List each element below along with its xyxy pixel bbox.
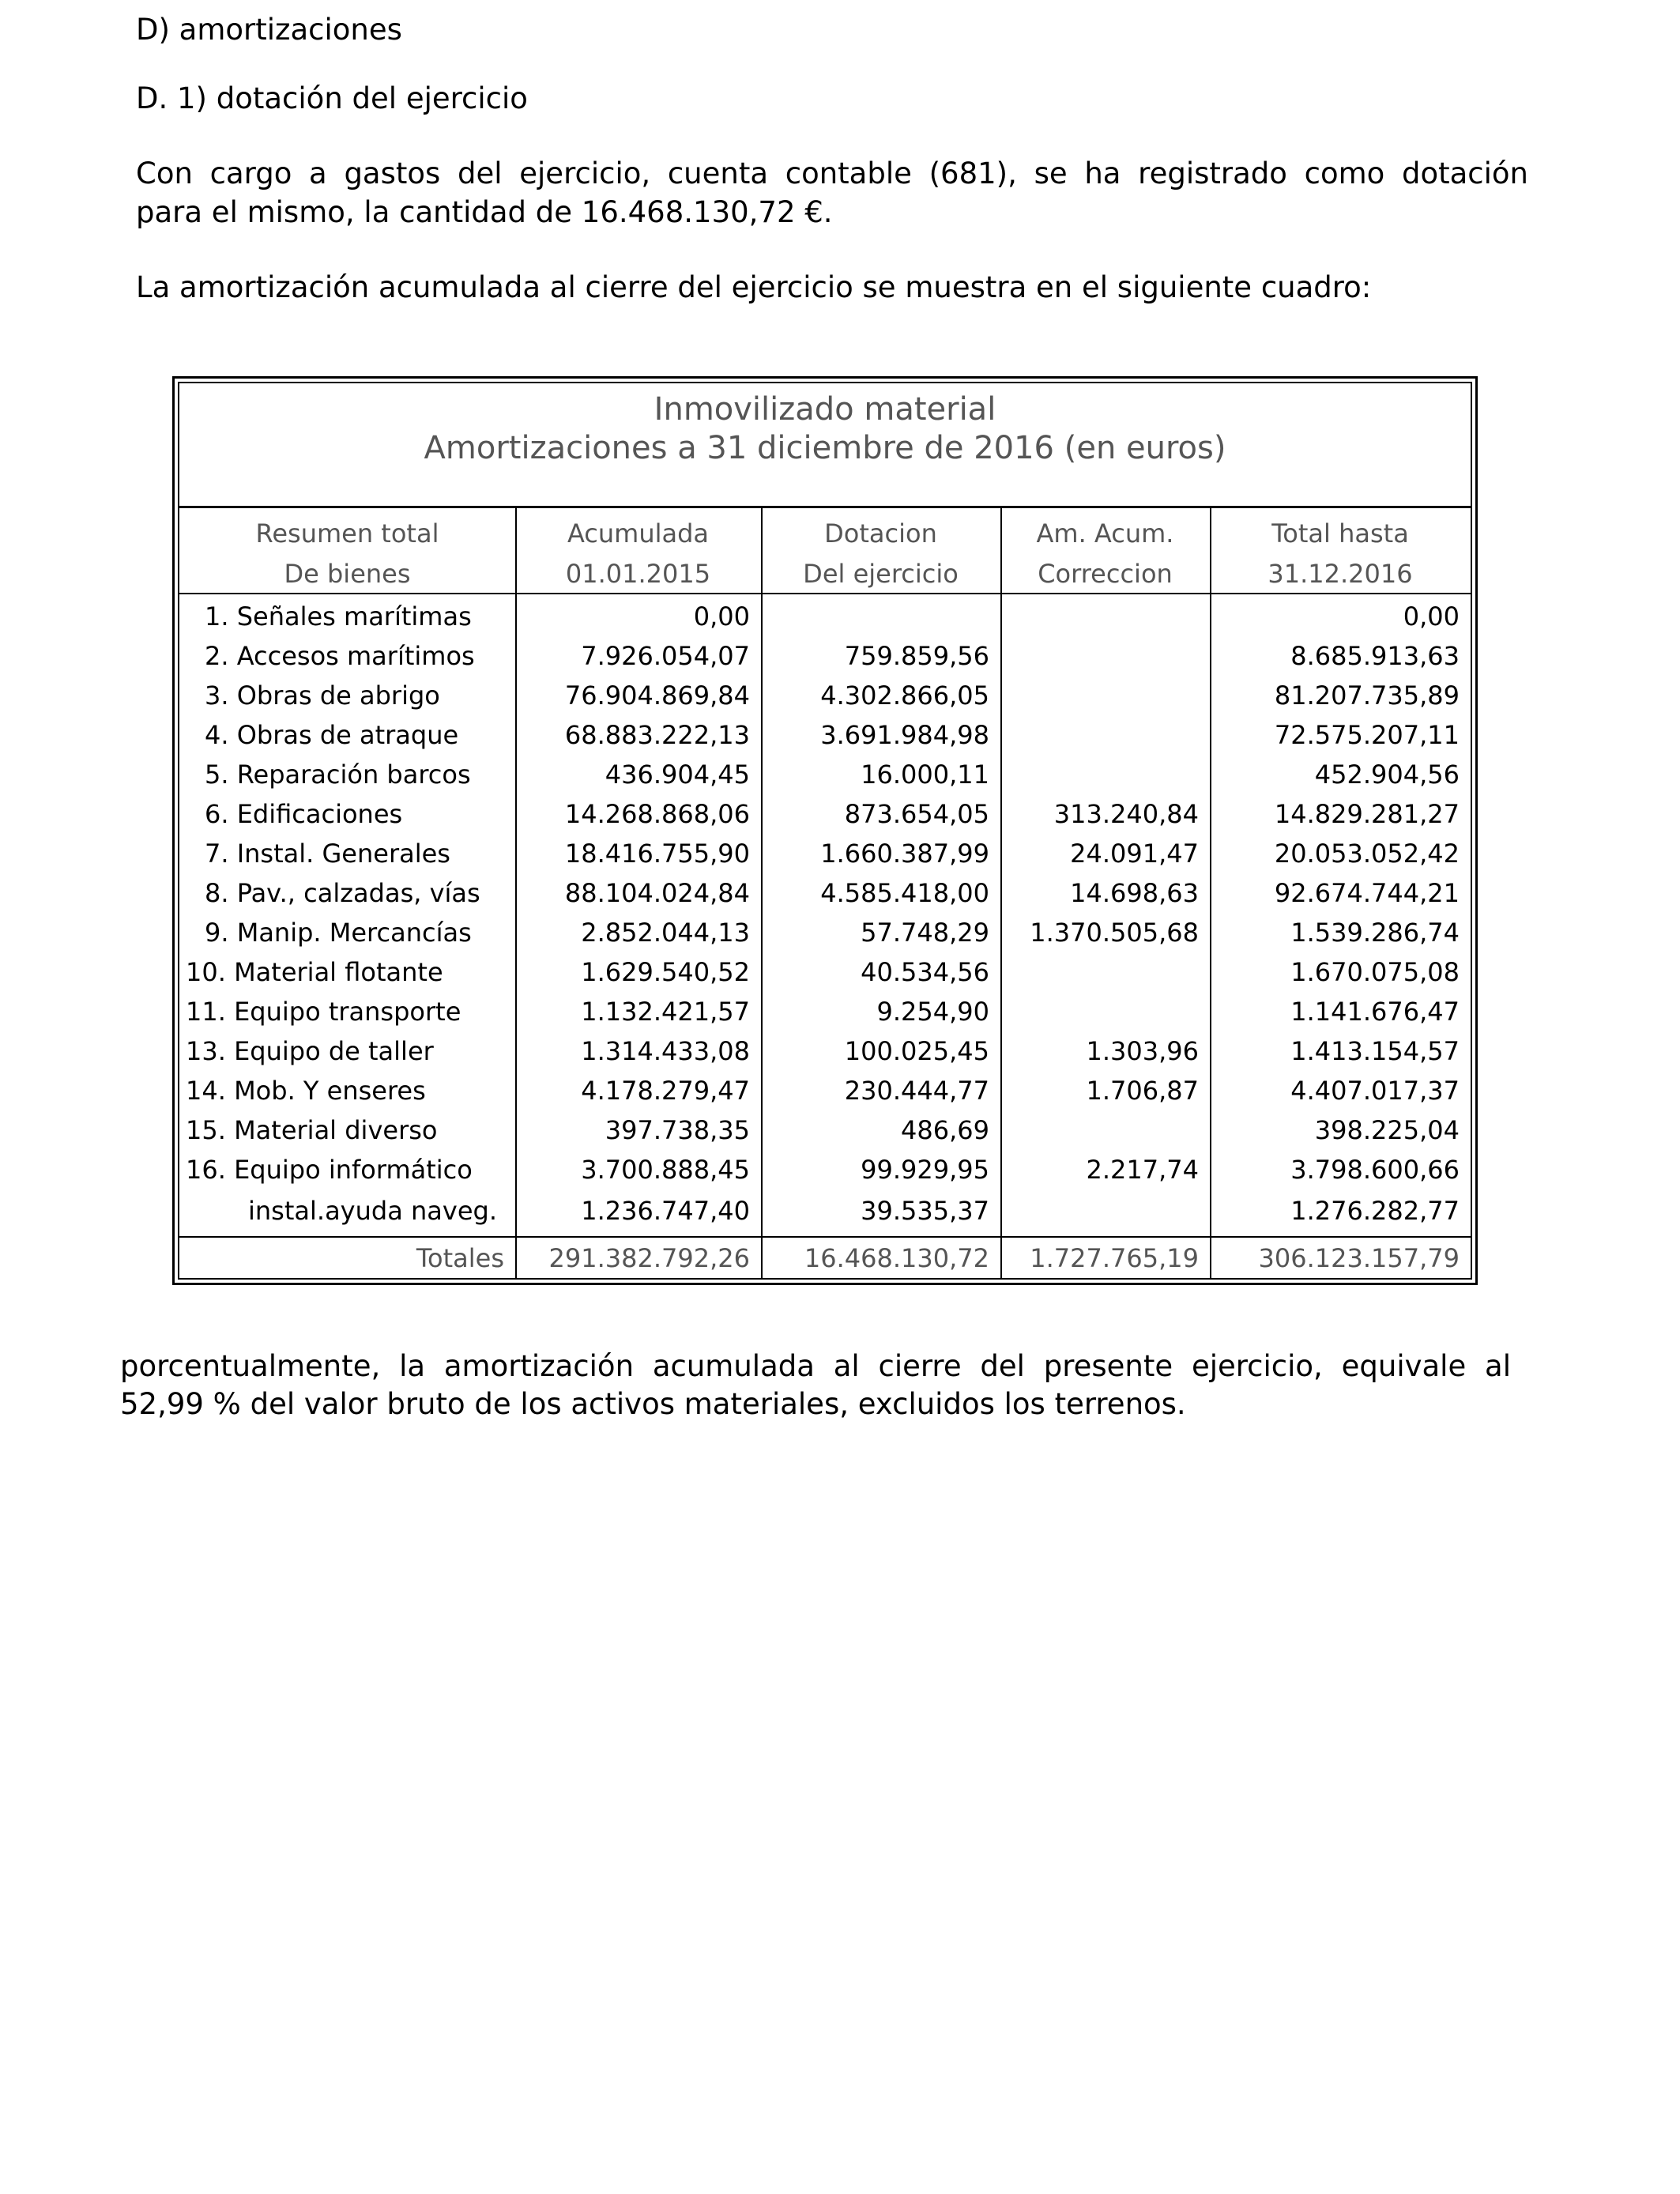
- row-value: 39.535,37: [861, 1196, 989, 1226]
- row-label: 6. Edificaciones: [205, 799, 403, 829]
- row-label: 8. Pav., calzadas, vías: [205, 878, 480, 908]
- column-header-sub: 01.01.2015: [565, 559, 711, 589]
- row-value: 16.000,11: [861, 760, 989, 790]
- row-value: 873.654,05: [844, 799, 989, 829]
- row-value: 14.829.281,27: [1274, 799, 1460, 829]
- row-value: 0,00: [1403, 601, 1460, 631]
- column-header: Am. Acum.: [1036, 518, 1174, 548]
- closing-line-2: 52,99 % del valor bruto de los activos materiales, excluidos los terrenos.: [120, 1387, 1186, 1421]
- row-label: 16. Equipo informático: [186, 1155, 473, 1185]
- row-value: 1.303,96: [1086, 1036, 1199, 1066]
- row-value: 1.276.282,77: [1290, 1196, 1460, 1226]
- paragraph-2: La amortización acumulada al cierre del ejercicio se muestra en el siguiente cuadro:: [136, 270, 1372, 304]
- row-label: 11. Equipo transporte: [186, 997, 461, 1027]
- row-value: 759.859,56: [844, 641, 989, 671]
- row-label: 13. Equipo de taller: [186, 1036, 434, 1066]
- row-value: 398.225,04: [1314, 1115, 1460, 1145]
- totals-label: Totales: [416, 1243, 504, 1273]
- column-header: Acumulada: [567, 518, 710, 548]
- row-value: 18.416.755,90: [564, 839, 750, 869]
- column-header-sub: Del ejercicio: [803, 559, 959, 589]
- row-value: 24.091,47: [1070, 839, 1199, 869]
- row-value: 3.700.888,45: [581, 1155, 750, 1185]
- row-value: 2.852.044,13: [581, 918, 750, 948]
- row-value: 9.254,90: [876, 997, 989, 1027]
- row-label: instal.ayuda naveg.: [248, 1196, 497, 1226]
- row-value: 486,69: [901, 1115, 989, 1145]
- row-value: 1.670.075,08: [1290, 957, 1460, 987]
- row-label: 15. Material diverso: [186, 1115, 438, 1145]
- row-value: 1.629.540,52: [581, 957, 750, 987]
- row-value: 76.904.869,84: [564, 680, 750, 711]
- row-label: 4. Obras de atraque: [205, 720, 459, 750]
- row-value: 1.539.286,74: [1290, 918, 1460, 948]
- row-value: 436.904,45: [605, 760, 750, 790]
- row-value: 4.407.017,37: [1290, 1076, 1460, 1106]
- row-label: 14. Mob. Y enseres: [186, 1076, 426, 1106]
- row-value: 3.798.600,66: [1290, 1155, 1460, 1185]
- closing-line-1: porcentualmente, la amortización acumulada al cierre del presente ejercicio, equivale al: [120, 1349, 1511, 1383]
- title-divider: [178, 506, 1472, 508]
- row-value: 40.534,56: [861, 957, 989, 987]
- row-value: 1.141.676,47: [1290, 997, 1460, 1027]
- header-divider: [178, 593, 1472, 594]
- column-header: Total hasta: [1271, 518, 1409, 548]
- row-value: 1.314.433,08: [581, 1036, 750, 1066]
- column-header-sub: Correccion: [1038, 559, 1173, 589]
- totals-divider: [178, 1236, 1472, 1238]
- row-label: 1. Señales marítimas: [205, 601, 472, 631]
- row-value: 14.698,63: [1070, 878, 1199, 908]
- row-value: 7.926.054,07: [581, 641, 750, 671]
- row-value: 3.691.984,98: [820, 720, 989, 750]
- row-value: 1.370.505,68: [1030, 918, 1199, 948]
- row-value: 68.883.222,13: [564, 720, 750, 750]
- row-value: 1.236.747,40: [581, 1196, 750, 1226]
- row-value: 1.413.154,57: [1290, 1036, 1460, 1066]
- row-value: 1.660.387,99: [820, 839, 989, 869]
- row-value: 92.674.744,21: [1274, 878, 1460, 908]
- totals-value: 291.382.792,26: [548, 1243, 750, 1273]
- row-value: 230.444,77: [844, 1076, 989, 1106]
- row-value: 57.748,29: [861, 918, 989, 948]
- paragraph-1-line-2: para el mismo, la cantidad de 16.468.130,72 €.: [136, 195, 833, 229]
- column-header-sub: De bienes: [284, 559, 411, 589]
- table-subtitle: Amortizaciones a 31 diciembre de 2016 (en euros): [424, 430, 1226, 466]
- totals-value: 306.123.157,79: [1258, 1243, 1460, 1273]
- row-value: 452.904,56: [1314, 760, 1460, 790]
- section-heading: D) amortizaciones: [136, 13, 402, 47]
- row-value: 397.738,35: [605, 1115, 750, 1145]
- row-value: 81.207.735,89: [1274, 680, 1460, 711]
- row-value: 88.104.024,84: [564, 878, 750, 908]
- totals-value: 16.468.130,72: [804, 1243, 989, 1273]
- totals-value: 1.727.765,19: [1030, 1243, 1199, 1273]
- row-label: 2. Accesos marítimos: [205, 641, 475, 671]
- row-label: 9. Manip. Mercancías: [205, 918, 472, 948]
- row-label: 5. Reparación barcos: [205, 760, 471, 790]
- row-value: 2.217,74: [1086, 1155, 1199, 1185]
- subsection-heading: D. 1) dotación del ejercicio: [136, 81, 528, 115]
- column-header-sub: 31.12.2016: [1268, 559, 1413, 589]
- row-value: 100.025,45: [844, 1036, 989, 1066]
- row-value: 4.585.418,00: [820, 878, 989, 908]
- row-value: 4.302.866,05: [820, 680, 989, 711]
- row-value: 72.575.207,11: [1274, 720, 1460, 750]
- paragraph-1-line-1: Con cargo a gastos del ejercicio, cuenta contable (681), se ha registrado como dotación: [136, 156, 1528, 190]
- row-value: 1.706,87: [1086, 1076, 1199, 1106]
- row-value: 8.685.913,63: [1290, 641, 1460, 671]
- column-header: Dotacion: [824, 518, 937, 548]
- row-label: 3. Obras de abrigo: [205, 680, 440, 711]
- row-label: 7. Instal. Generales: [205, 839, 450, 869]
- row-value: 1.132.421,57: [581, 997, 750, 1027]
- row-label: 10. Material flotante: [186, 957, 443, 987]
- row-value: 14.268.868,06: [564, 799, 750, 829]
- row-value: 4.178.279,47: [581, 1076, 750, 1106]
- column-header: Resumen total: [255, 518, 439, 548]
- row-value: 313.240,84: [1053, 799, 1199, 829]
- row-value: 20.053.052,42: [1274, 839, 1460, 869]
- table-title: Inmovilizado material: [654, 391, 996, 428]
- row-value: 0,00: [693, 601, 750, 631]
- row-value: 99.929,95: [861, 1155, 989, 1185]
